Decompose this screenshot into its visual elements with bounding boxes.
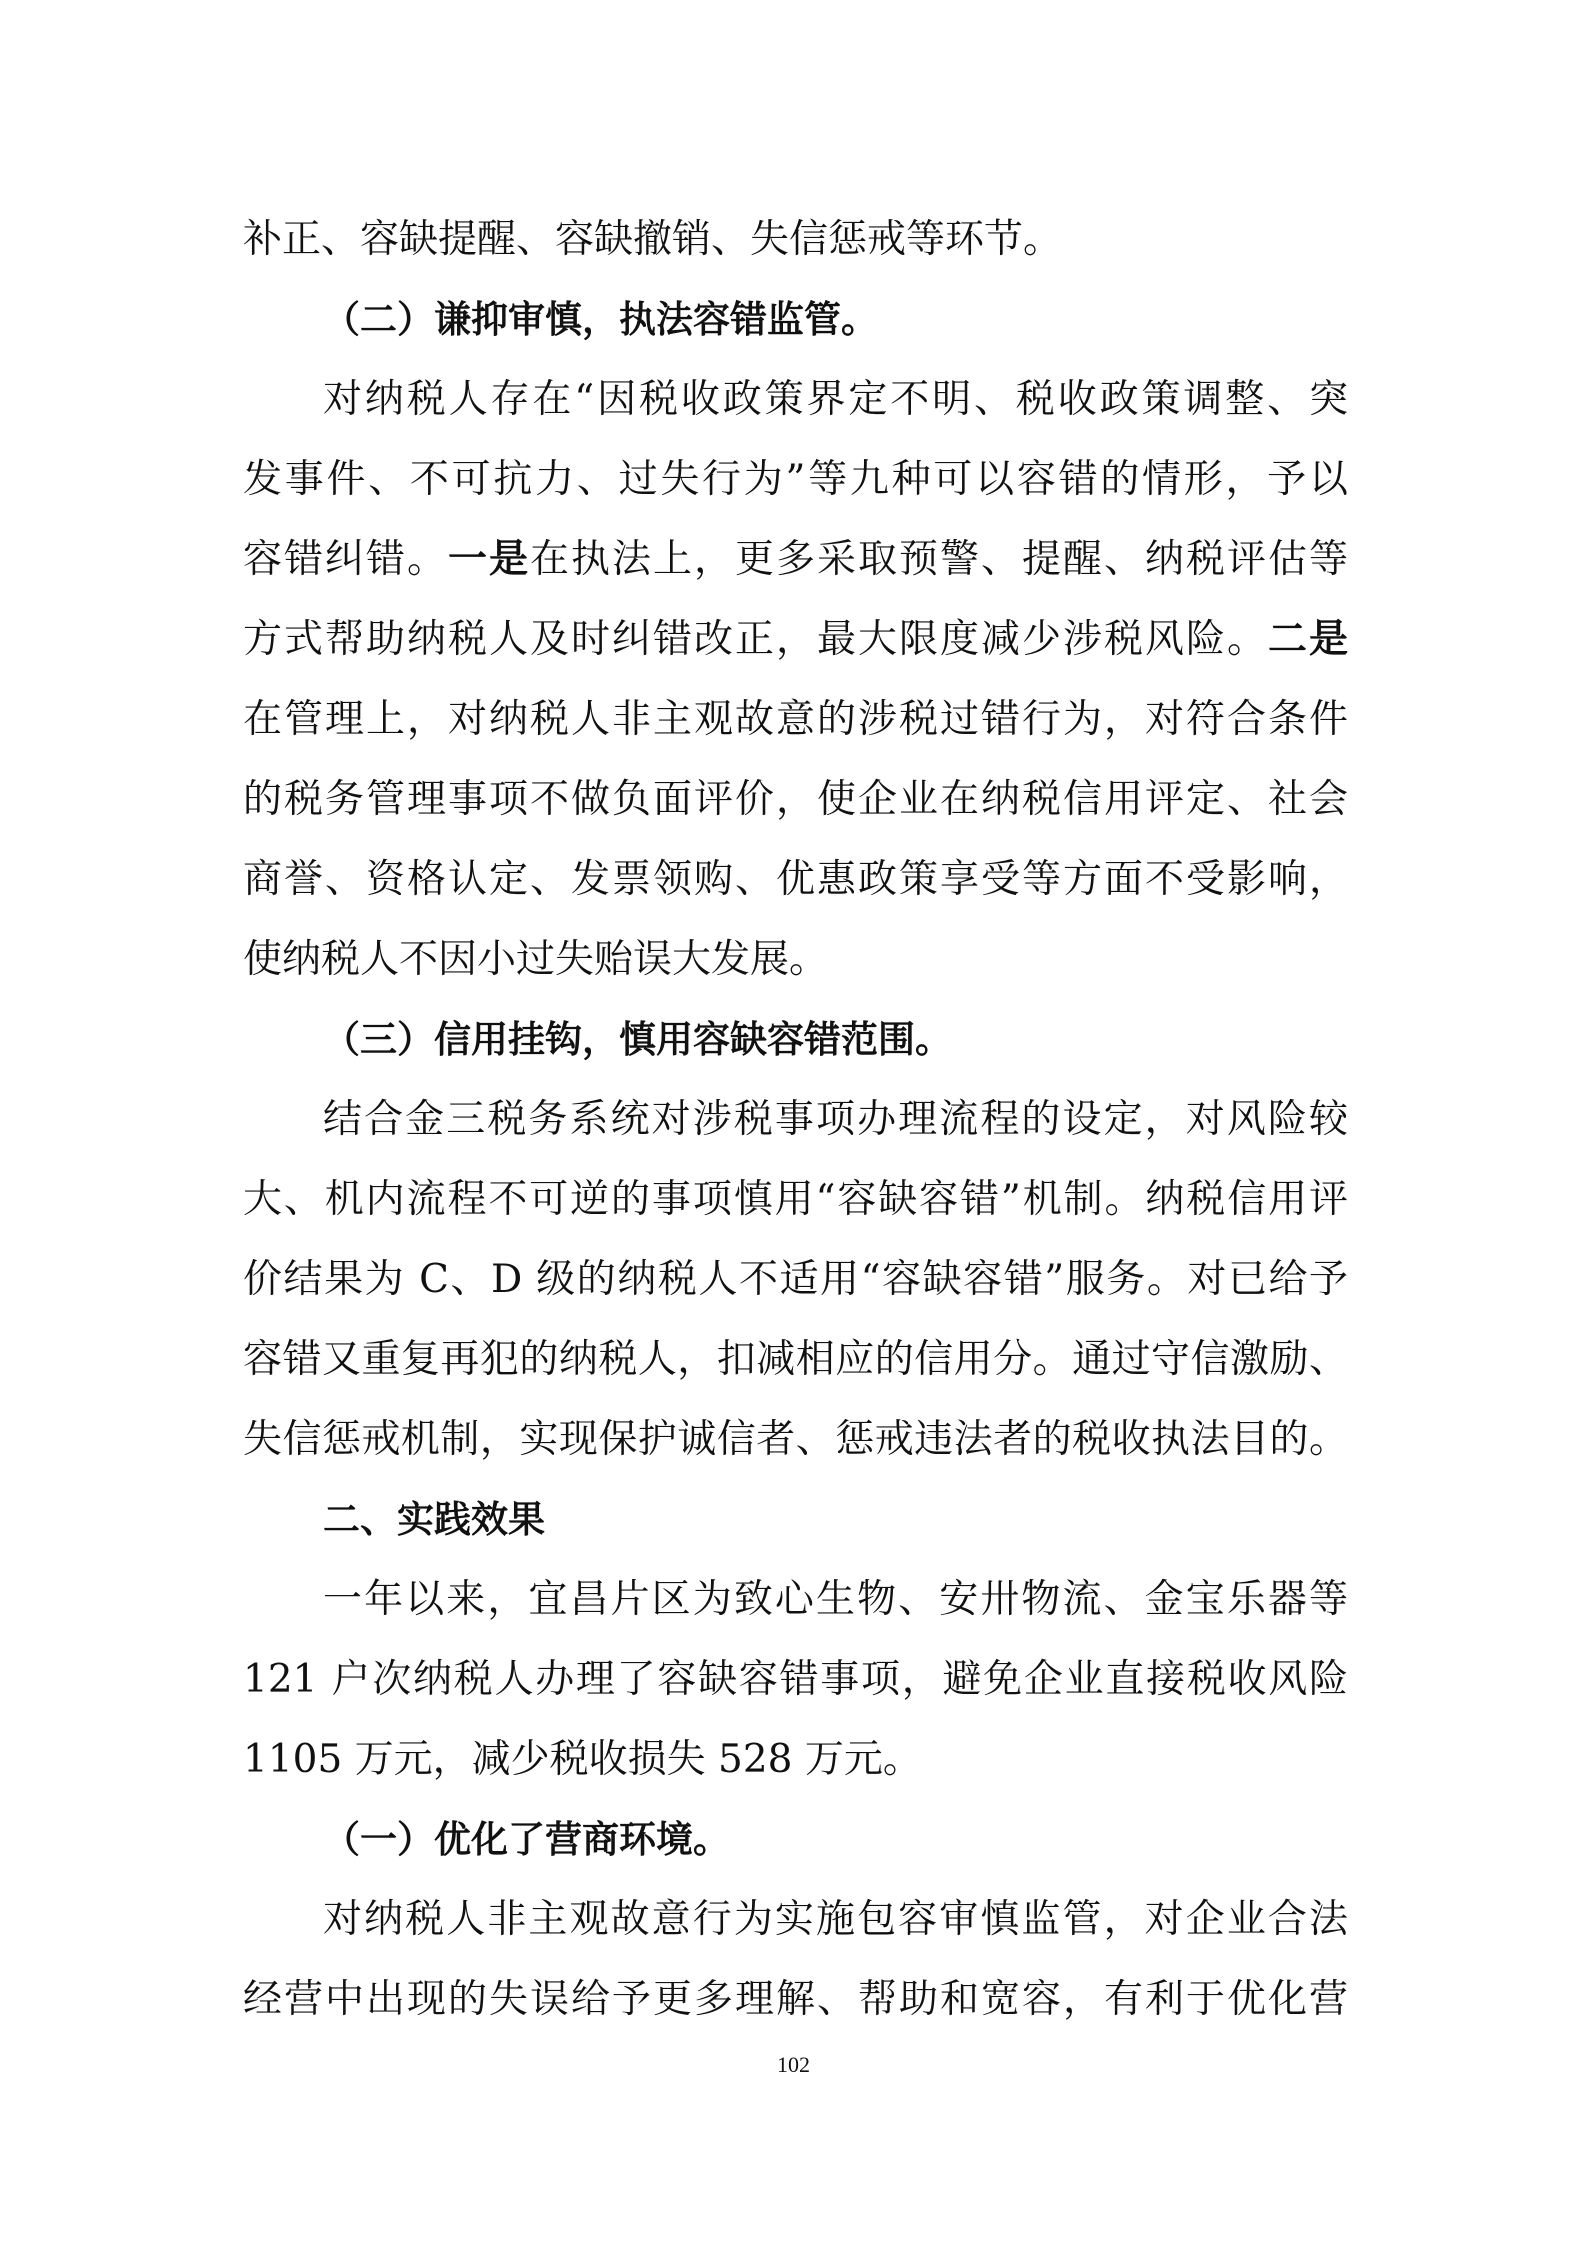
paragraph-line: 补正、容缺提醒、容缺撤销、失信惩戒等环节。 (243, 217, 1063, 262)
emphasis-text: 一是 (448, 537, 530, 582)
paragraph-line: 的税务管理事项不做负面评价，使企业在纳税信用评定、社会 (243, 777, 1348, 822)
paragraph-line: 1105 万元，减少税收损失 528 万元。 (243, 1737, 922, 1782)
text-run: 容错纠错。 (243, 537, 448, 582)
paragraph-line: 对纳税人非主观故意行为实施包容审慎监管，对企业合法 (323, 1897, 1348, 1942)
section-heading: 二、实践效果 (323, 1498, 545, 1541)
paragraph-line: 经营中出现的失误给予更多理解、帮助和宽容，有利于优化营 (243, 1977, 1348, 2022)
section-heading: （一）优化了营商环境。 (323, 1818, 730, 1861)
paragraph-line: 使纳税人不因小过失贻误大发展。 (243, 937, 829, 982)
paragraph-line: 失信惩戒机制，实现保护诚信者、惩戒违法者的税收执法目的。 (243, 1417, 1348, 1462)
paragraph-line: 结合金三税务系统对涉税事项办理流程的设定，对风险较 (323, 1097, 1348, 1142)
emphasis-text: 二是 (1267, 617, 1348, 662)
document-page (243, 200, 1348, 2040)
page-number: 102 (777, 2052, 810, 2077)
section-heading: （三）信用挂钩，慎用容缺容错范围。 (323, 1018, 952, 1061)
paragraph-line: 商誉、资格认定、发票领购、优惠政策享受等方面不受影响， (243, 857, 1348, 902)
paragraph-line: 在管理上，对纳税人非主观故意的涉税过错行为，对符合条件 (243, 697, 1348, 742)
paragraph-line: 容错又重复再犯的纳税人，扣减相应的信用分。通过守信激励、 (243, 1337, 1348, 1382)
paragraph-line (243, 520, 1348, 600)
paragraph-line: 发事件、不可抗力、过失行为”等九种可以容错的情形，予以 (243, 457, 1348, 502)
text-run: 方式帮助纳税人及时纠错改正，最大限度减少涉税风险。 (243, 617, 1268, 662)
section-heading: （二）谦抑审慎，执法容错监管。 (323, 298, 878, 341)
paragraph-line (243, 600, 1348, 680)
paragraph-line: 121 户次纳税人办理了容缺容错事项，避免企业直接税收风险 (243, 1657, 1348, 1702)
paragraph-line: 对纳税人存在“因税收政策界定不明、税收政策调整、突 (323, 377, 1348, 422)
paragraph-line: 大、机内流程不可逆的事项慎用“容缺容错”机制。纳税信用评 (243, 1177, 1348, 1222)
text-run: 在执法上，更多采取预警、提醒、纳税评估等 (530, 537, 1348, 582)
paragraph-line: 价结果为 C、D 级的纳税人不适用“容缺容错”服务。对已给予 (243, 1257, 1348, 1302)
paragraph-line: 一年以来，宜昌片区为致心生物、安卅物流、金宝乐器等 (323, 1577, 1348, 1622)
